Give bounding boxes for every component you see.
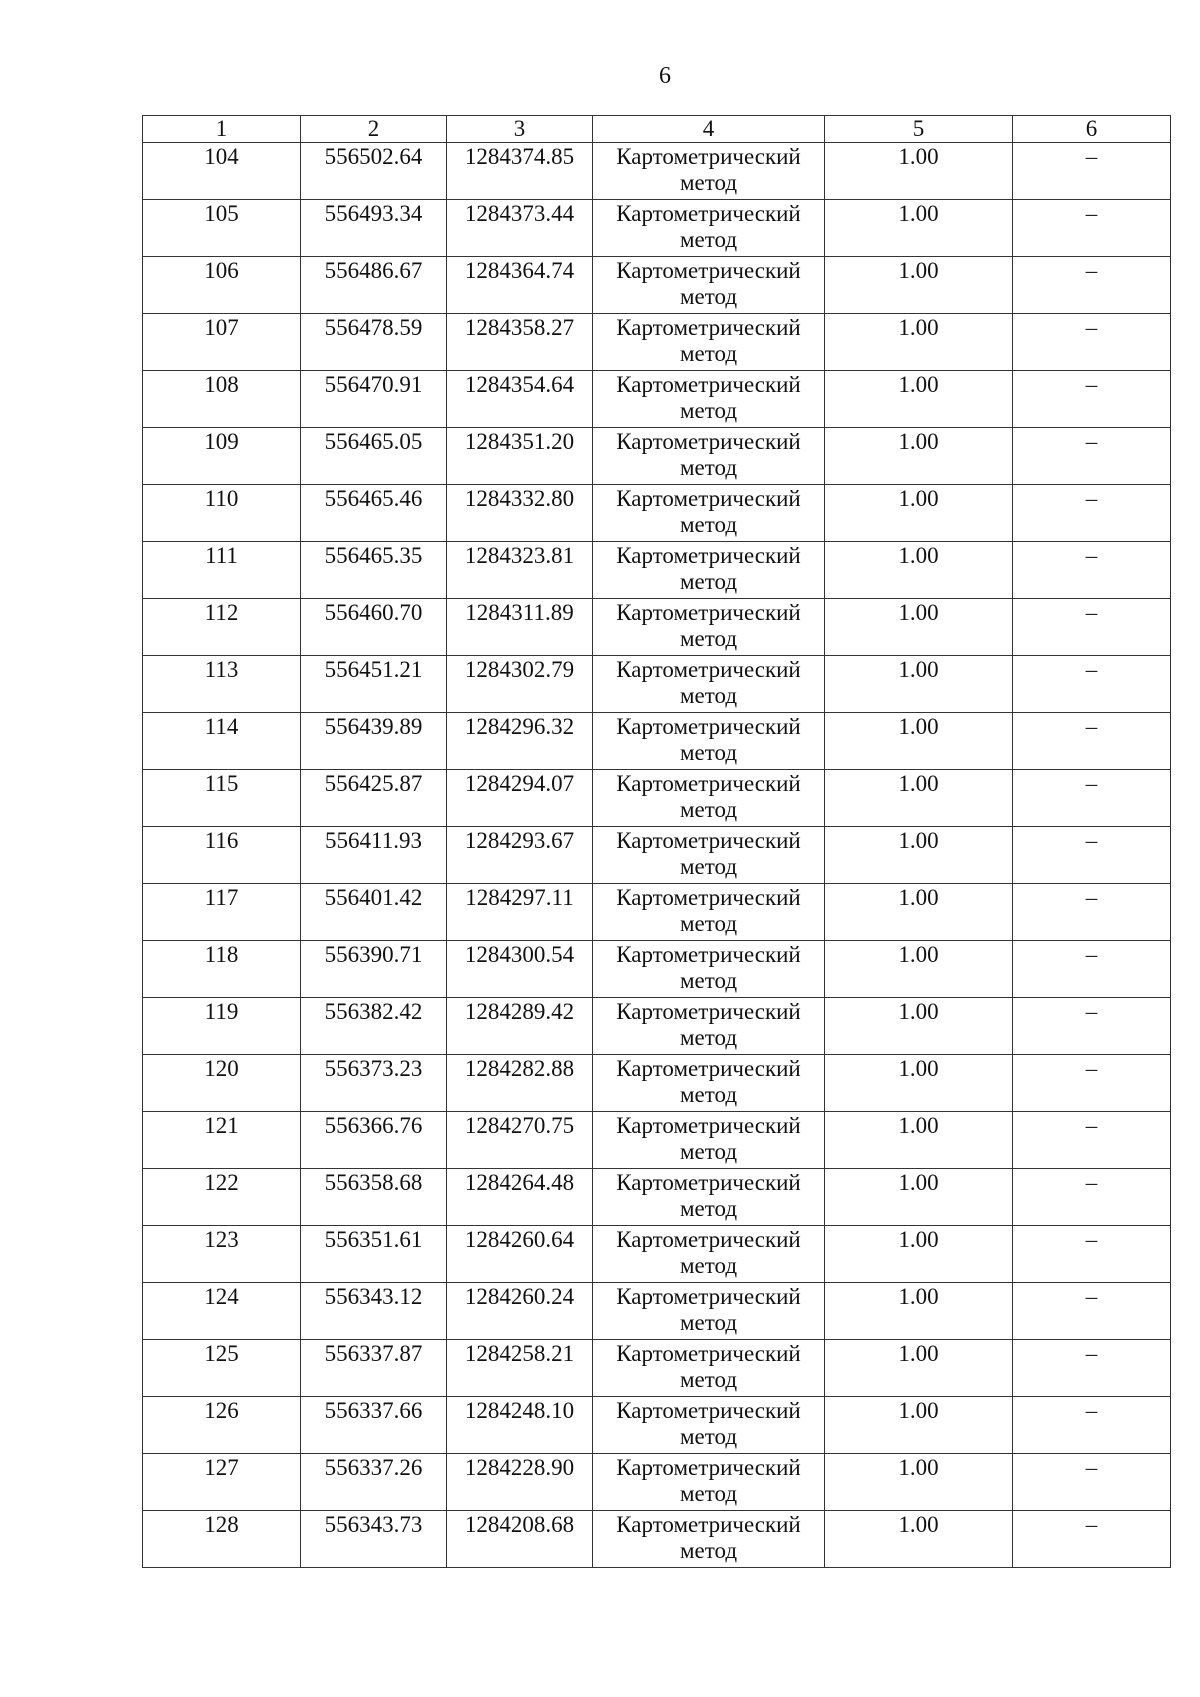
table-row	[143, 713, 1171, 770]
note-cell: –	[1013, 599, 1171, 656]
x-coordinate-cell: 556411.93	[301, 827, 447, 884]
note-cell: –	[1013, 257, 1171, 314]
table-row	[143, 1340, 1171, 1397]
accuracy-cell: 1.00	[825, 1397, 1013, 1454]
accuracy-cell: 1.00	[825, 200, 1013, 257]
y-coordinate-cell: 1284354.64	[447, 371, 593, 428]
method-cell: Картометрический метод	[593, 998, 825, 1055]
accuracy-cell: 1.00	[825, 257, 1013, 314]
x-coordinate-cell: 556465.35	[301, 542, 447, 599]
table-row	[143, 827, 1171, 884]
y-coordinate-cell: 1284323.81	[447, 542, 593, 599]
point-number-cell: 128	[143, 1511, 301, 1568]
point-number-cell: 126	[143, 1397, 301, 1454]
table-row	[143, 314, 1171, 371]
note-cell: –	[1013, 827, 1171, 884]
method-cell: Картометрический метод	[593, 884, 825, 941]
table-row	[143, 884, 1171, 941]
note-cell: –	[1013, 1511, 1171, 1568]
method-cell: Картометрический метод	[593, 1055, 825, 1112]
point-number-cell: 105	[143, 200, 301, 257]
accuracy-cell: 1.00	[825, 1226, 1013, 1283]
x-coordinate-cell: 556343.73	[301, 1511, 447, 1568]
x-coordinate-cell: 556502.64	[301, 143, 447, 200]
accuracy-cell: 1.00	[825, 998, 1013, 1055]
accuracy-cell: 1.00	[825, 770, 1013, 827]
table-row	[143, 485, 1171, 542]
x-coordinate-cell: 556470.91	[301, 371, 447, 428]
method-cell: Картометрический метод	[593, 827, 825, 884]
accuracy-cell: 1.00	[825, 1340, 1013, 1397]
note-cell: –	[1013, 770, 1171, 827]
point-number-cell: 119	[143, 998, 301, 1055]
accuracy-cell: 1.00	[825, 1454, 1013, 1511]
y-coordinate-cell: 1284258.21	[447, 1340, 593, 1397]
note-cell: –	[1013, 1283, 1171, 1340]
y-coordinate-cell: 1284296.32	[447, 713, 593, 770]
table-row	[143, 257, 1171, 314]
method-cell: Картометрический метод	[593, 1397, 825, 1454]
point-number-cell: 110	[143, 485, 301, 542]
table-row	[143, 1511, 1171, 1568]
x-coordinate-cell: 556486.67	[301, 257, 447, 314]
y-coordinate-cell: 1284264.48	[447, 1169, 593, 1226]
y-coordinate-cell: 1284293.67	[447, 827, 593, 884]
method-cell: Картометрический метод	[593, 371, 825, 428]
y-coordinate-cell: 1284332.80	[447, 485, 593, 542]
table-row	[143, 599, 1171, 656]
x-coordinate-cell: 556343.12	[301, 1283, 447, 1340]
method-cell: Картометрический метод	[593, 599, 825, 656]
accuracy-cell: 1.00	[825, 884, 1013, 941]
x-coordinate-cell: 556401.42	[301, 884, 447, 941]
note-cell: –	[1013, 1112, 1171, 1169]
x-coordinate-cell: 556366.76	[301, 1112, 447, 1169]
y-coordinate-cell: 1284373.44	[447, 200, 593, 257]
x-coordinate-cell: 556337.26	[301, 1454, 447, 1511]
x-coordinate-cell: 556478.59	[301, 314, 447, 371]
note-cell: –	[1013, 941, 1171, 998]
point-number-cell: 114	[143, 713, 301, 770]
y-coordinate-cell: 1284289.42	[447, 998, 593, 1055]
point-number-cell: 106	[143, 257, 301, 314]
table-row	[143, 428, 1171, 485]
y-coordinate-cell: 1284208.68	[447, 1511, 593, 1568]
accuracy-cell: 1.00	[825, 656, 1013, 713]
point-number-cell: 118	[143, 941, 301, 998]
y-coordinate-cell: 1284374.85	[447, 143, 593, 200]
accuracy-cell: 1.00	[825, 428, 1013, 485]
x-coordinate-cell: 556451.21	[301, 656, 447, 713]
accuracy-cell: 1.00	[825, 599, 1013, 656]
method-cell: Картометрический метод	[593, 542, 825, 599]
x-coordinate-cell: 556337.87	[301, 1340, 447, 1397]
header-cell: 6	[1013, 116, 1171, 143]
x-coordinate-cell: 556390.71	[301, 941, 447, 998]
point-number-cell: 111	[143, 542, 301, 599]
table-row	[143, 941, 1171, 998]
method-cell: Картометрический метод	[593, 1340, 825, 1397]
y-coordinate-cell: 1284294.07	[447, 770, 593, 827]
point-number-cell: 117	[143, 884, 301, 941]
point-number-cell: 115	[143, 770, 301, 827]
header-cell: 1	[143, 116, 301, 143]
header-cell: 5	[825, 116, 1013, 143]
method-cell: Картометрический метод	[593, 656, 825, 713]
table-row	[143, 656, 1171, 713]
y-coordinate-cell: 1284364.74	[447, 257, 593, 314]
table-row	[143, 200, 1171, 257]
method-cell: Картометрический метод	[593, 1283, 825, 1340]
y-coordinate-cell: 1284260.64	[447, 1226, 593, 1283]
table-row	[143, 1454, 1171, 1511]
y-coordinate-cell: 1284297.11	[447, 884, 593, 941]
method-cell: Картометрический метод	[593, 257, 825, 314]
y-coordinate-cell: 1284311.89	[447, 599, 593, 656]
header-cell: 4	[593, 116, 825, 143]
accuracy-cell: 1.00	[825, 941, 1013, 998]
method-cell: Картометрический метод	[593, 428, 825, 485]
method-cell: Картометрический метод	[593, 143, 825, 200]
header-cell: 2	[301, 116, 447, 143]
accuracy-cell: 1.00	[825, 1055, 1013, 1112]
accuracy-cell: 1.00	[825, 542, 1013, 599]
method-cell: Картометрический метод	[593, 770, 825, 827]
table-row	[143, 770, 1171, 827]
x-coordinate-cell: 556351.61	[301, 1226, 447, 1283]
note-cell: –	[1013, 998, 1171, 1055]
y-coordinate-cell: 1284248.10	[447, 1397, 593, 1454]
x-coordinate-cell: 556465.05	[301, 428, 447, 485]
table-header-row	[143, 116, 1171, 143]
x-coordinate-cell: 556439.89	[301, 713, 447, 770]
y-coordinate-cell: 1284260.24	[447, 1283, 593, 1340]
accuracy-cell: 1.00	[825, 485, 1013, 542]
note-cell: –	[1013, 485, 1171, 542]
method-cell: Картометрический метод	[593, 314, 825, 371]
accuracy-cell: 1.00	[825, 1112, 1013, 1169]
method-cell: Картометрический метод	[593, 713, 825, 770]
accuracy-cell: 1.00	[825, 1169, 1013, 1226]
x-coordinate-cell: 556460.70	[301, 599, 447, 656]
point-number-cell: 125	[143, 1340, 301, 1397]
table-row	[143, 1112, 1171, 1169]
point-number-cell: 116	[143, 827, 301, 884]
point-number-cell: 113	[143, 656, 301, 713]
accuracy-cell: 1.00	[825, 713, 1013, 770]
x-coordinate-cell: 556465.46	[301, 485, 447, 542]
table-row	[143, 542, 1171, 599]
note-cell: –	[1013, 143, 1171, 200]
point-number-cell: 123	[143, 1226, 301, 1283]
y-coordinate-cell: 1284228.90	[447, 1454, 593, 1511]
table-row	[143, 1169, 1171, 1226]
note-cell: –	[1013, 428, 1171, 485]
y-coordinate-cell: 1284358.27	[447, 314, 593, 371]
accuracy-cell: 1.00	[825, 1283, 1013, 1340]
accuracy-cell: 1.00	[825, 827, 1013, 884]
point-number-cell: 112	[143, 599, 301, 656]
method-cell: Картометрический метод	[593, 1511, 825, 1568]
note-cell: –	[1013, 656, 1171, 713]
point-number-cell: 107	[143, 314, 301, 371]
note-cell: –	[1013, 371, 1171, 428]
method-cell: Картометрический метод	[593, 485, 825, 542]
point-number-cell: 109	[143, 428, 301, 485]
table-row	[143, 371, 1171, 428]
point-number-cell: 127	[143, 1454, 301, 1511]
method-cell: Картометрический метод	[593, 1454, 825, 1511]
x-coordinate-cell: 556358.68	[301, 1169, 447, 1226]
table-row	[143, 1283, 1171, 1340]
x-coordinate-cell: 556425.87	[301, 770, 447, 827]
y-coordinate-cell: 1284302.79	[447, 656, 593, 713]
x-coordinate-cell: 556382.42	[301, 998, 447, 1055]
point-number-cell: 108	[143, 371, 301, 428]
point-number-cell: 124	[143, 1283, 301, 1340]
method-cell: Картометрический метод	[593, 941, 825, 998]
note-cell: –	[1013, 1340, 1171, 1397]
point-number-cell: 122	[143, 1169, 301, 1226]
page-number: 6	[659, 63, 671, 89]
method-cell: Картометрический метод	[593, 200, 825, 257]
note-cell: –	[1013, 200, 1171, 257]
header-cell: 3	[447, 116, 593, 143]
x-coordinate-cell: 556373.23	[301, 1055, 447, 1112]
accuracy-cell: 1.00	[825, 314, 1013, 371]
note-cell: –	[1013, 1226, 1171, 1283]
note-cell: –	[1013, 884, 1171, 941]
note-cell: –	[1013, 542, 1171, 599]
note-cell: –	[1013, 1397, 1171, 1454]
x-coordinate-cell: 556493.34	[301, 200, 447, 257]
y-coordinate-cell: 1284270.75	[447, 1112, 593, 1169]
accuracy-cell: 1.00	[825, 1511, 1013, 1568]
y-coordinate-cell: 1284282.88	[447, 1055, 593, 1112]
coordinates-table	[142, 115, 1171, 1568]
method-cell: Картометрический метод	[593, 1112, 825, 1169]
method-cell: Картометрический метод	[593, 1169, 825, 1226]
table-row	[143, 1397, 1171, 1454]
note-cell: –	[1013, 1454, 1171, 1511]
accuracy-cell: 1.00	[825, 371, 1013, 428]
y-coordinate-cell: 1284351.20	[447, 428, 593, 485]
point-number-cell: 120	[143, 1055, 301, 1112]
table-body	[143, 116, 1171, 1568]
note-cell: –	[1013, 1055, 1171, 1112]
table-row	[143, 143, 1171, 200]
table-row	[143, 1226, 1171, 1283]
y-coordinate-cell: 1284300.54	[447, 941, 593, 998]
table-row	[143, 1055, 1171, 1112]
method-cell: Картометрический метод	[593, 1226, 825, 1283]
x-coordinate-cell: 556337.66	[301, 1397, 447, 1454]
point-number-cell: 121	[143, 1112, 301, 1169]
table-row	[143, 998, 1171, 1055]
point-number-cell: 104	[143, 143, 301, 200]
note-cell: –	[1013, 314, 1171, 371]
note-cell: –	[1013, 713, 1171, 770]
accuracy-cell: 1.00	[825, 143, 1013, 200]
note-cell: –	[1013, 1169, 1171, 1226]
